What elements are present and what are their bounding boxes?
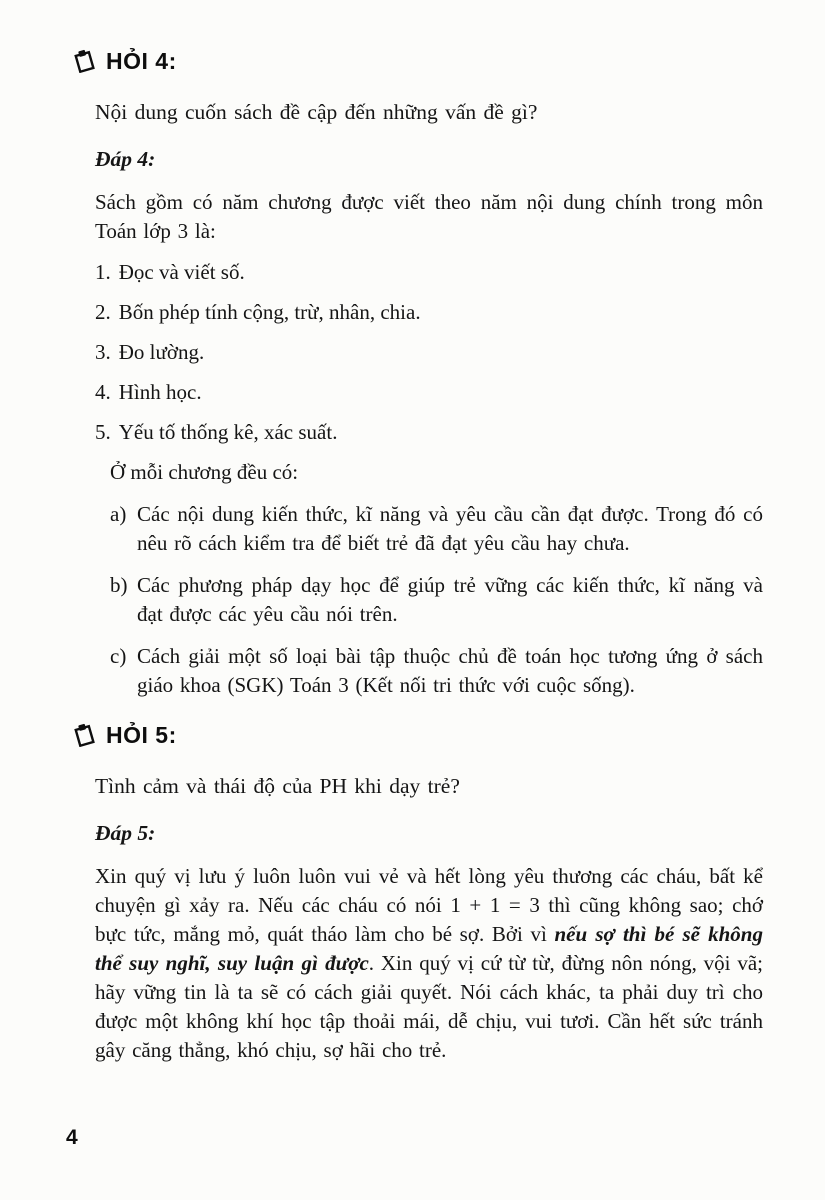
section-heading-hoi-5 — [73, 720, 763, 750]
lettered-item-text: Cách giải một số loại bài tập thuộc chủ đề toán học tương ứng ở sách giáo khoa (SGK) Toán 3 (Kết nối tri thức với cuộc sống). — [137, 644, 763, 697]
list-item-marker: 4. — [95, 380, 111, 404]
paragraph-regular-post: . Xin quý vị cứ từ từ, đừng nôn nóng, vội vã; hãy vững tin là ta sẽ có cách giải quyết. Nói cách khác, ta phải duy trì cho được một không khí học tập thoải mái, dễ chịu, vui tươi. Cần hết sức tránh gây căng thẳng, khó chịu, sợ hãi cho trẻ. — [95, 951, 763, 1062]
lettered-item-text: Các nội dung kiến thức, kĩ năng và yêu cầu cần đạt được. Trong đó có nêu rõ cách kiểm tra để biết trẻ đã đạt yêu cầu hay chưa. — [137, 502, 763, 555]
list-item — [95, 338, 763, 367]
list-item-text: Hình học. — [118, 380, 202, 404]
answer-label-5: Đáp 5: — [95, 821, 156, 845]
list-item-text: Đo lường. — [118, 340, 205, 364]
section-hoi-5 — [95, 720, 763, 1065]
lettered-item-c — [110, 642, 763, 700]
heading-label: HỎI 4: — [106, 48, 177, 74]
paragraph-bold-phrase: nếu sợ thì bé sẽ không thể suy nghĩ, suy luận gì được — [95, 922, 763, 975]
lettered-item-marker: c) — [110, 644, 127, 668]
lettered-item-b — [110, 571, 763, 629]
list-item-marker: 2. — [95, 300, 111, 324]
lettered-item-text: Các phương pháp dạy học để giúp trẻ vững các kiến thức, kĩ năng và đạt được các yêu cầu nói trên. — [137, 573, 763, 626]
question-text-4: Nội dung cuốn sách đề cập đến những vấn đề gì? — [95, 100, 538, 124]
page-number: 4 — [66, 1126, 78, 1149]
list-item-text: Yếu tố thống kê, xác suất. — [118, 420, 338, 444]
question-text-5: Tình cảm và thái độ của PH khi dạy trẻ? — [95, 774, 460, 798]
heading-label: HỎI 5: — [106, 722, 177, 748]
list-item-marker: 3. — [95, 340, 111, 364]
paragraph-regular-pre: Xin quý vị lưu ý luôn luôn vui vẻ và hết lòng yêu thương các cháu, bất kể chuyện gì xảy ra. Nếu các cháu có nói 1 + 1 = 3 thì cũng không sao; chớ bực tức, mắng mỏ, quát tháo làm cho bé sợ. Bởi vì — [95, 864, 763, 946]
list-item — [95, 258, 763, 287]
list-item-text: Bốn phép tính cộng, trừ, nhân, chia. — [118, 300, 421, 324]
list-item — [95, 298, 763, 327]
answer-label-4: Đáp 4: — [95, 147, 156, 171]
lettered-item-marker: a) — [110, 502, 127, 526]
clipboard-icon — [73, 49, 95, 73]
list-item-marker: 1. — [95, 260, 111, 284]
lettered-item-a — [110, 500, 763, 558]
clipboard-icon — [73, 723, 95, 747]
lettered-item-marker: b) — [110, 573, 128, 597]
list-item — [95, 378, 763, 407]
list-item-marker: 5. — [95, 420, 111, 444]
section-heading-hoi-4 — [73, 46, 763, 76]
answer-intro-paragraph: Sách gồm có năm chương được viết theo năm nội dung chính trong môn Toán lớp 3 là: — [95, 190, 763, 243]
sub-intro-text: Ở mỗi chương đều có: — [110, 460, 299, 484]
list-item — [95, 418, 763, 447]
answer-paragraph-5 — [95, 862, 763, 1065]
section-hoi-4 — [95, 46, 763, 700]
chapter-list — [95, 258, 763, 447]
list-item-text: Đọc và viết số. — [118, 260, 245, 284]
